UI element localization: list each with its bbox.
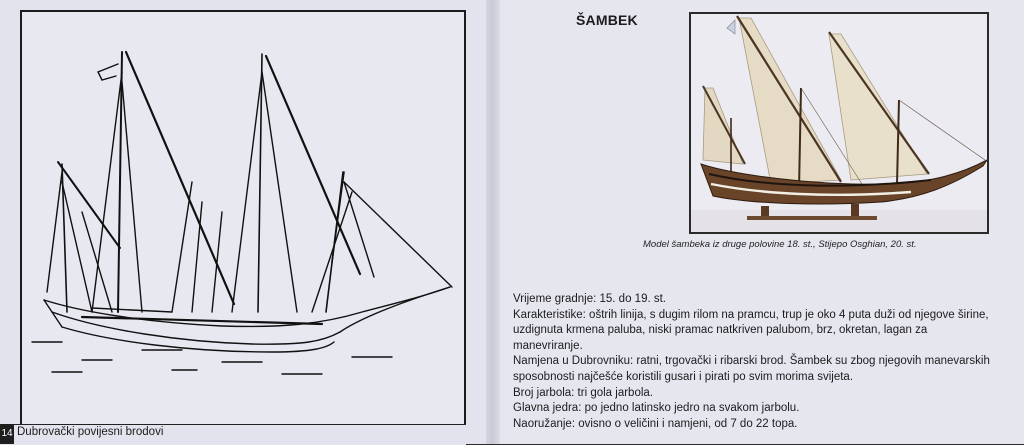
footer-book-title: Dubrovački povijesni brodovi: [17, 426, 164, 438]
ship-description: [513, 292, 991, 432]
build-period-text: Vrijeme gradnje: 15. do 19. st.: [513, 293, 666, 305]
armament-text: Naoružanje: ovisno o veličini i namjeni, od 7 do 22 topa.: [513, 417, 798, 430]
mast-count-text: Broj jarbola: tri gola jarbola.: [513, 386, 653, 399]
photo-caption: Model šambeka iz druge polovine 18. st., Stijepo Osghian, 20. st.: [643, 239, 917, 250]
ship-line-drawing: [20, 10, 466, 430]
characteristics-text: Karakteristike: oštrih linija, s dugim rilom na pramcu, trup je oko 4 puta duži od njegove širine, uzdignuta krmena paluba, niski pramac natkriven palubom, brz, okretan, lagan za manevriranje.: [513, 308, 989, 352]
chapter-title: ŠAMBEK: [576, 12, 638, 28]
ship-model-illustration: [691, 14, 987, 232]
purpose-text: Namjena u Dubrovniku: ratni, trgovački i ribarski brod. Šambek su zbog njegovih manevarskih sposobnosti najčešće koristili gusari i pirati po svim morima svijeta.: [513, 355, 990, 383]
book-gutter: [486, 0, 500, 444]
page-number: 14: [0, 424, 14, 444]
xebec-sketch: [22, 12, 468, 432]
ship-model-photo: [689, 12, 989, 234]
main-sails-text: Glavna jedra: po jedno latinsko jedro na svakom jarbolu.: [513, 402, 800, 415]
